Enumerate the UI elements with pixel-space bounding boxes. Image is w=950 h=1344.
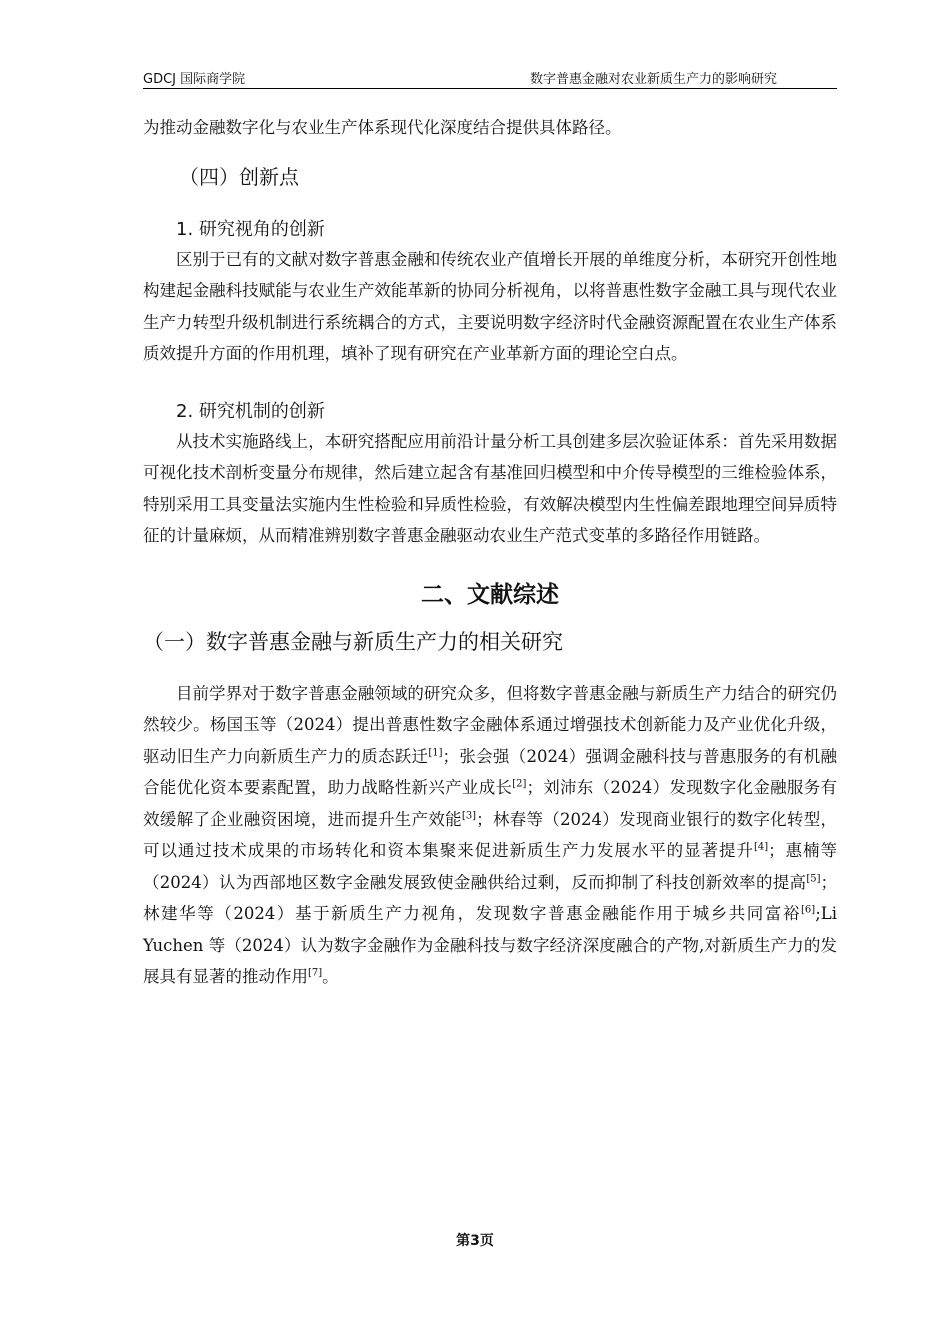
citation-ref: [5] xyxy=(806,873,821,884)
citation-ref: [1] xyxy=(428,747,443,758)
intro-paragraph: 为推动金融数字化与农业生产体系现代化深度结合提供具体路径。 xyxy=(143,118,622,137)
citation-ref: [2] xyxy=(512,778,527,790)
review-text-segment: ；刘沛东（2024）发现数字化金融服务有效缓解了企业融资困境，进而提升生产效能 xyxy=(143,778,838,829)
header-institution: GDCJ 国际商学院 xyxy=(143,72,246,87)
review-text-segment: 目前学界对于数字普惠金融领域的研究众多，但将数字普惠金融与新质生产力结合的研究仍然较少。杨国玉等（2024）提出普惠性数字金融体系通过增强技术创新能力及产业优化升级，驱动旧生产力向新质生产力的质态跃迁 xyxy=(143,683,837,766)
chapter-heading: 二、文献综述 xyxy=(421,581,559,608)
innovation-heading: （四）创新点 xyxy=(179,164,299,189)
citation-ref: [3] xyxy=(461,810,477,821)
review-paragraph xyxy=(143,678,837,993)
innovation-item2-heading: 2. 研究机制的创新 xyxy=(176,400,325,422)
page-number: 第3页 xyxy=(456,1233,494,1249)
review-text-segment: 。 xyxy=(322,967,339,986)
citation-ref: [4] xyxy=(753,841,769,853)
header-paper-title: 数字普惠金融对农业新质生产力的影响研究 xyxy=(529,72,777,87)
page-header xyxy=(143,64,837,89)
review-text-segment: ；张会强（2024）强调金融科技与普惠服务的有机融合能优化资本要素配置，助力战略性新兴产业成长 xyxy=(143,746,838,797)
review-text-segment: ；林春等（2024）发现商业银行的数字化转型，可以通过技术成果的市场转化和资本集聚来促进新质生产力发展水平的显著提升 xyxy=(143,809,837,860)
citation-ref: [7] xyxy=(308,967,323,979)
citation-ref: [6] xyxy=(801,904,816,916)
innovation-item1-body: 区别于已有的文献对数字普惠金融和传统农业产值增长开展的单维度分析，本研究开创性地构建起金融科技赋能与农业生产效能革新的协同分析视角，以将普惠性数字金融工具与现代农业生产力转型升级机制进行系统耦合的方式，主要说明数字经济时代金融资源配置在农业生产体系质效提升方面的作用机理，填补了现有研究在产业革新方面的理论空白点。 xyxy=(143,249,837,363)
review-text-segment: ；惠楠等（2024）认为西部地区数字金融发展致使金融供给过剩，反而抑制了科技创新效率的提高 xyxy=(143,841,838,892)
page-content xyxy=(143,112,837,993)
review-text-segment: ；林建华等（2024）基于新质生产力视角，发现数字普惠金融能作用于城乡共同富裕 xyxy=(143,872,837,923)
review-text-segment: ;Li Yuchen 等（2024）认为数字金融作为金融科技与数字经济深度融合的产物,对新质生产力的发展具有显著的推动作用 xyxy=(143,904,837,986)
innovation-item1-heading: 1. 研究视角的创新 xyxy=(176,218,325,240)
review-section-heading: （一）数字普惠金融与新质生产力的相关研究 xyxy=(143,629,563,654)
innovation-item2-body: 从技术实施路线上，本研究搭配应用前沿计量分析工具创建多层次验证体系：首先采用数据可视化技术剖析变量分布规律，然后建立起含有基准回归模型和中介传导模型的三维检验体系，特别采用工具变量法实施内生性检验和异质性检验，有效解决模型内生性偏差跟地理空间异质特征的计量麻烦，从而精准辨别数字普惠金融驱动农业生产范式变革的多路径作用链路。 xyxy=(143,431,837,545)
